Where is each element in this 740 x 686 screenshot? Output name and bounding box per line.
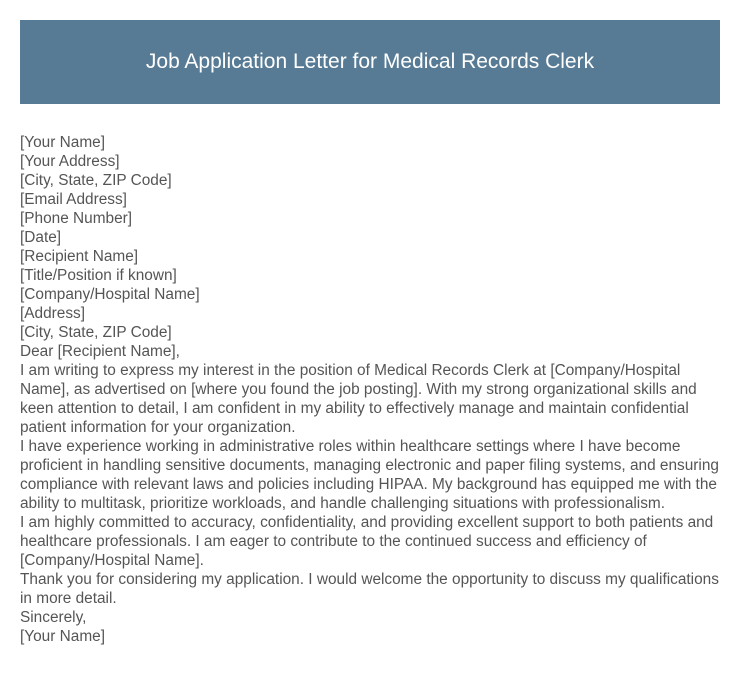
sender-email: [Email Address] <box>20 191 127 208</box>
paragraph-experience: I have experience working in administrative roles within healthcare settings where I have become proficient in handling sensitive documents, managing electronic and paper filing systems, and ensuring compliance with relevant laws and policies including HIPAA. My background has equipped me with the ability to multitask, prioritize workloads, and handle challenging situations with professionalism. <box>20 438 719 512</box>
recipient-title: [Title/Position if known] <box>20 267 177 284</box>
sender-name: [Your Name] <box>20 134 105 151</box>
paragraph-thanks: Thank you for considering my application. I would welcome the opportunity to discuss my qualifications in more detail. <box>20 571 719 607</box>
closing: Sincerely, <box>20 609 87 626</box>
letter-date: [Date] <box>20 229 62 246</box>
recipient-address: [Address] <box>20 305 86 322</box>
letter-body <box>20 133 724 646</box>
paragraph-commitment: I am highly committed to accuracy, confidentiality, and providing excellent support to both patients and healthcare professionals. I am eager to contribute to the continued success and efficiency of [Company/Hospital Name]. <box>20 514 714 569</box>
recipient-city-state-zip: [City, State, ZIP Code] <box>20 324 172 341</box>
sender-city-state-zip: [City, State, ZIP Code] <box>20 172 172 189</box>
signature: [Your Name] <box>20 628 105 645</box>
recipient-name: [Recipient Name] <box>20 248 139 265</box>
sender-phone: [Phone Number] <box>20 210 133 227</box>
page-title: Job Application Letter for Medical Records Clerk <box>145 50 595 73</box>
paragraph-interest: I am writing to express my interest in the position of Medical Records Clerk at [Company/Hospital Name], as advertised on [where you found the job posting]. With my strong organizational skills and keen attention to detail, I am confident in my ability to effectively manage and maintain confidential patient information for your organization. <box>20 362 697 436</box>
salutation: Dear [Recipient Name], <box>20 343 180 360</box>
recipient-company: [Company/Hospital Name] <box>20 286 200 303</box>
sender-address: [Your Address] <box>20 153 120 170</box>
page-header <box>20 20 720 104</box>
